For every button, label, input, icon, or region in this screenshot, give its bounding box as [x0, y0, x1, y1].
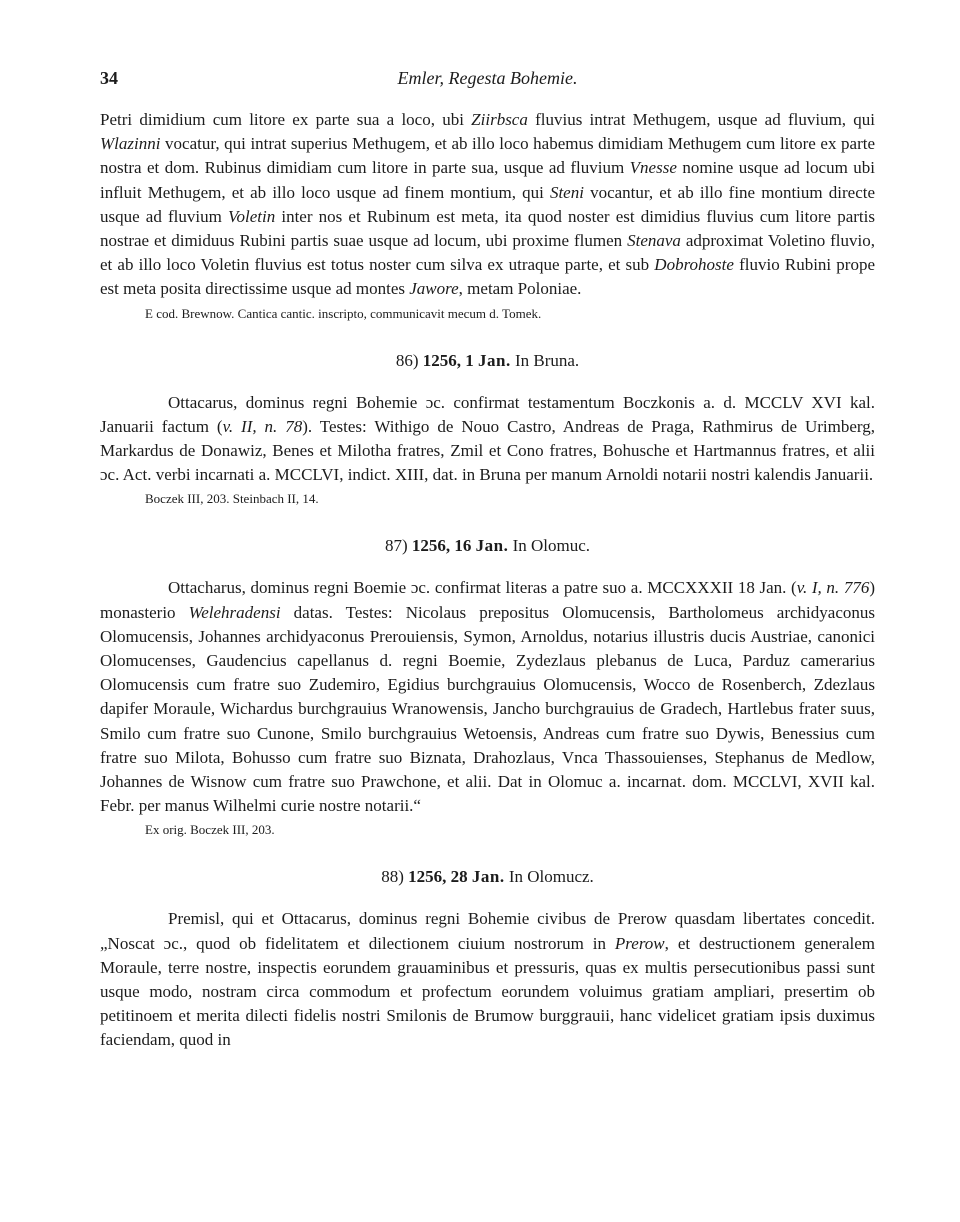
- running-title: Emler, Regesta Bohemie.: [397, 68, 578, 88]
- intro-paragraph: [100, 108, 875, 302]
- place-name: Ziirbsca: [471, 110, 528, 129]
- reference: v. II, n. 78: [222, 416, 303, 436]
- text-run: ) monasterio: [100, 578, 875, 622]
- entry-day: 1: [465, 350, 474, 370]
- text-run: Ottacarus, dominus regni Bohemie ɔc. confirmat testamentum Boczkonis a. d. MCCLV XVI kal. Januarii factum (: [100, 392, 875, 436]
- text-run: datas. Testes: Nicolaus prepositus Olomucensis, Bartholomeus archidyaconus Olomucensis, Johannes archidyaconus Prerouiensis, Symon, Arnoldus, notarius illustris ducis Austriae, canonici Olomucenses, Gaudencius capellanus d. regni Boemie, Zydezlaus plebanus de Luca, Parduz camerarius Olomucensis cum fratre suo Zudemiro, Egidius burchgrauius Olomucensis, Wocco de Rosenberch, Zdezlaus dapifer Moraule, Wichardus burchgrauius Wranowensis, Jancho burchgrauius de Gradech, Hartlebus frater suus, Smilo cum fratre suo Cunone, Smilo burchgrauius Wetoensis, Andreas cum fratre suo Dywis, Benessius cum fratre suo Milota, Bohusso cum fratre suo Biznata, Drahozlaus, Vnca Thassouienses, Stephanus de Medlow, Johannes de Wisnow cum fratre suo Prawchone, et alii. Dat in Olomuc a. incarnat. dom. MCCLVI, XVII kal. Febr. per manus Wilhelmi curie nostre notarii.“: [100, 602, 875, 816]
- page-header: [100, 68, 875, 108]
- entry-number: 86): [395, 350, 419, 370]
- reference: v. I, n. 776: [796, 578, 870, 598]
- entry-month: Jan.: [475, 536, 509, 556]
- entry-place: In Olomuc.: [512, 536, 591, 556]
- text-run: inter nos et Rubinum est meta, ita quod noster est dimidius fluvius cum litore partis nostrae et dimiduus Rubini partis suae usque ad locum, ubi proxime flumen: [100, 206, 875, 251]
- place-name: Welehradensi: [188, 602, 281, 622]
- entry-month: Jan.: [477, 350, 511, 370]
- place-name: Stenava: [627, 231, 681, 251]
- text-run: vocantur, et ab illo fine montium directe usque ad fluvium: [100, 182, 876, 226]
- place-name: Dobrohoste: [654, 255, 734, 275]
- page-number: 34: [100, 68, 118, 88]
- text-run: nomine usque ad locum ubi influit Methugem, et ab illo loco usque ad finem montium, qui: [100, 158, 875, 202]
- place-name: Jawore: [409, 279, 459, 299]
- text-run: fluvius intrat Methugem, usque ad fluvium, qui: [527, 110, 875, 129]
- text-run: Petri dimidium cum litore ex parte sua a loco, ubi: [100, 110, 472, 129]
- entry-paragraph: [100, 907, 875, 1052]
- source-note: Boczek III, 203. Steinbach II, 14.: [145, 491, 319, 507]
- entry-place: In Bruna.: [514, 350, 580, 370]
- entry-day: 16: [454, 536, 472, 556]
- place-name: Steni: [549, 182, 584, 202]
- text-run: fluvio Rubini prope est meta posita directissime usque ad montes: [100, 255, 875, 299]
- entry-year: 1256,: [422, 350, 461, 370]
- entry-paragraph: [100, 576, 875, 818]
- place-name: Vnesse: [629, 158, 677, 178]
- entry-year: 1256,: [408, 867, 447, 887]
- entry-number: 88): [381, 867, 404, 887]
- text-run: Premisl, qui et Ottacarus, dominus regni Bohemie civibus de Prerow quasdam libertates concedit. „Noscat ɔc., quod ob fidelitatem et dilectionem ciuium nostrorum in: [100, 909, 875, 953]
- place-name: Voletin: [227, 206, 276, 226]
- source-note: E cod. Brewnow. Cantica cantic. inscripto, communicavit mecum d. Tomek.: [145, 305, 542, 321]
- entry-paragraph: [100, 391, 875, 488]
- text-run: adproximat Voletino fluvio, et ab illo loco Voletin fluvius est totus noster cum silva ex utraque parte, et sub: [100, 231, 875, 275]
- entry-heading: [100, 536, 875, 556]
- source-note: Ex orig. Boczek III, 203.: [145, 822, 275, 838]
- entry-month: Jan.: [471, 867, 505, 887]
- text-run: vocatur, qui intrat superius Methugem, et ab illo loco habemus dimidiam Methugem cum litore ex parte nostra et dom. Rubinus dimidiam cum litore in parte sua, usque ad fluvium: [100, 134, 875, 178]
- page: [100, 68, 875, 1053]
- entry-heading: [100, 867, 875, 887]
- entry-number: 87): [384, 536, 408, 556]
- entry-day: 28: [450, 867, 468, 887]
- place-name: Prerow: [614, 933, 665, 953]
- place-name: Wlazinni: [100, 134, 161, 154]
- entry-heading: [100, 351, 875, 371]
- text-run: Ottacharus, dominus regni Boemie ɔc. confirmat literas a patre suo a. MCCXXXII 18 Jan. (: [168, 578, 797, 598]
- entry-place: In Olomucz.: [508, 867, 594, 887]
- text-run: , metam Poloniae.: [458, 279, 582, 299]
- text-run: , et destructionem generalem Moraule, terre nostre, inspectis eorundem grauaminibus et pressuris, quas ex multis persecutionibus passi sunt usque modo, nostram circa commodum et profectum eorundem voluimus gratiam ampliari, presertim ob petitinoem et merita dilecti fidelis nostri Smilonis de Brumow burggrauii, hanc videlicet gratiam ipsis duximus faciendam, quod in: [100, 933, 875, 1050]
- entry-year: 1256,: [411, 536, 451, 556]
- text-run: ). Testes: Withigo de Nouo Castro, Andreas de Praga, Rathmirus de Urimberg, Markardus de Donawiz, Benes et Milotha fratres, Zmil et Cono fratres, Bohusche et Hartmannus fratres, et alii ɔc. Act. verbi incarnati a. MCCLVI, indict. XIII, dat. in Bruna per manum Arnoldi notarii nostri kalendis Januarii.: [100, 416, 875, 485]
